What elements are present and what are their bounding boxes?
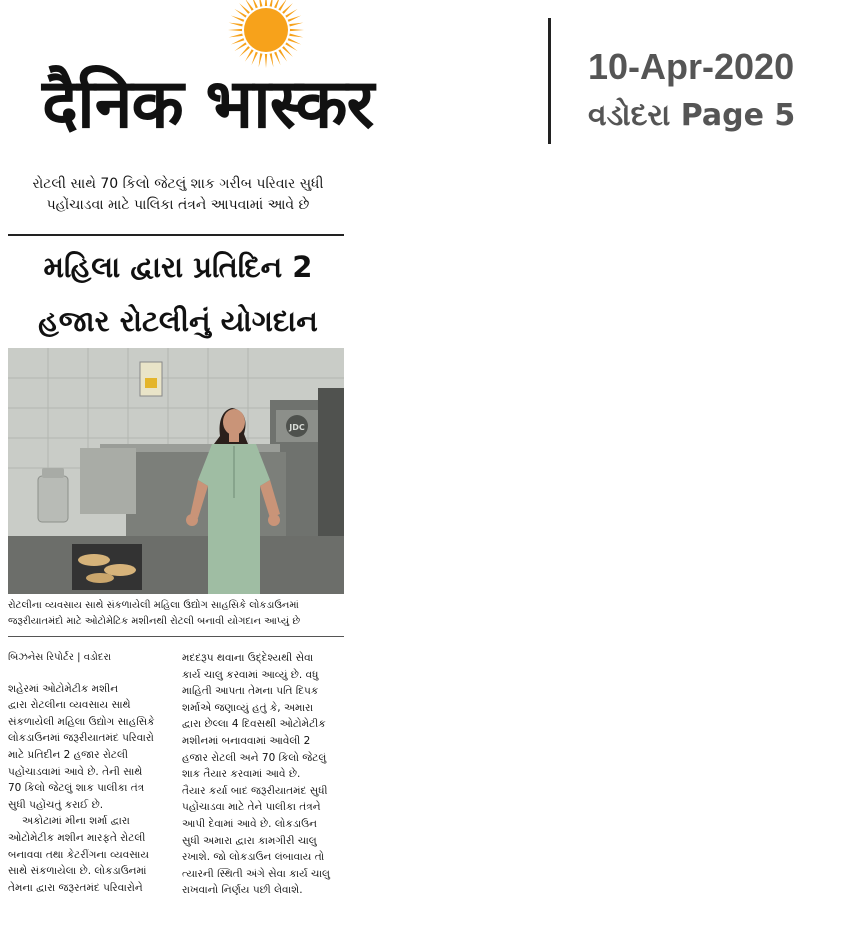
text-line: શાક તૈયાર કરવામાં આવે છે. (182, 768, 301, 781)
kicker-line: પહોંચાડવા માટે પાલિકા તંત્રને આપવામાં આવે છે (46, 197, 310, 213)
edition-date: 10-Apr-2020 (588, 46, 795, 87)
sun-ray (270, 0, 274, 7)
text-line: શહેરમાં ઓટોમેટીક મશીન (8, 682, 119, 695)
photo-caption (8, 598, 348, 630)
text-line: માહિતી આપતા તેમના પતિ દિપક (182, 685, 319, 698)
text-line: તેમના દ્વારા જરૂરતમંદ પરિવારોને (8, 881, 143, 894)
text-line: તૈયાર કર્યા બાદ જરૂરીયાતમંદ સુધી (182, 784, 328, 797)
paragraph (8, 813, 176, 896)
sun-ray (285, 9, 297, 18)
machine-label: JDC (289, 423, 305, 432)
headline-line: મહિલા દ્વારા પ્રતિદિન 2 (43, 250, 313, 284)
sun-ray (245, 49, 254, 61)
sun-ray (265, 0, 267, 6)
text-line: 70 કિલો જેટલું શાક પાલીકા તંત્ર (8, 782, 145, 795)
sun-ray (278, 49, 287, 61)
sun-ray (259, 0, 263, 7)
sun-ray (231, 15, 244, 21)
headline-line: હજાર રોટલીનું યોગદાન (38, 304, 318, 338)
text-line: બનાવવા તથા કેટરીંગના વ્યવસાય (8, 848, 149, 861)
sun-ray (288, 38, 301, 44)
text-line: શર્માએ જણાવ્યું હતું કે, અમારા (182, 701, 314, 714)
article-headline (8, 240, 348, 348)
text-line: ત્યારની સ્થિતી અંગે સેવા કાર્ય ચાલુ (182, 867, 330, 880)
text-line: દ્વારા છેલ્લા 4 દિવસથી ઓટોમેટીક (182, 718, 326, 731)
sun-ray (288, 15, 301, 21)
newspaper-logo: दैनिक भास्कर (42, 65, 374, 144)
paragraph (8, 681, 176, 814)
article-kicker (8, 174, 348, 216)
text-line: રાખવાનો નિર્ણય પછી લેવાશે. (182, 884, 303, 897)
text-line: મદદરૂપ થવાના ઉદ્દેશ્યથી સેવા (182, 652, 314, 664)
paragraph (182, 650, 350, 899)
caption-rule (8, 636, 344, 637)
text-line: લોકડાઉનમાં જરૂરીયાતમંદ પરિવારો (8, 732, 154, 745)
text-line: સુધી અમારા દ્વારા કામગીરી ચાલુ (182, 834, 317, 847)
text-line: મશીનમાં બનાવવામાં આવેલી 2 (182, 734, 311, 747)
sun-ray (234, 42, 246, 51)
text-line: રખાશે. જો લોકડાઉન લંબાવાય તો (182, 851, 325, 864)
article-column-right (182, 650, 350, 899)
kicker-line: રોટલી સાથે 70 કિલો જેટલું શાક ગરીબ પરિવાર સુધી (32, 176, 324, 192)
sun-ray (229, 34, 243, 38)
headline-rule (8, 234, 344, 236)
text-line: દ્વારા રોટલીના વ્યવસાય સાથે (8, 699, 131, 712)
text-line: પહોંચાડવા માટે તેને પાલીકા તંત્રને (182, 801, 321, 814)
sun-ray (282, 3, 293, 14)
text-line: ઓટોમેટીક મશીન મારફતે રોટલી (8, 831, 146, 844)
sun-ray (229, 23, 243, 27)
sun-ray (290, 29, 304, 31)
masthead (0, 0, 850, 160)
text-line: સંકળાયેલી મહિલા ઉદ્યોગ સાહસિકે (8, 715, 155, 728)
text-line: અકોટામાં મીના શર્મા દ્વારા (22, 815, 130, 828)
sun-ray (285, 42, 297, 51)
sun-ray (228, 29, 242, 31)
edition-page: વડોદરા Page 5 (588, 98, 796, 133)
sun-ray (289, 34, 303, 38)
text-line: પહોંચાડવામાં આવે છે. તેની સાથે (8, 765, 143, 778)
text-line: હજાર રોટલી અને 70 કિલો જેટલું (182, 751, 327, 764)
sun-ray (239, 3, 250, 14)
byline: બિઝનેસ રિપોર્ટર | વડોદરા (8, 652, 112, 663)
woman-in-kitchen-photo (8, 348, 344, 594)
sun-ray (234, 9, 246, 18)
text-line: સુધી પહોંચતું કરાઈ છે. (8, 798, 104, 811)
caption-line: જરૂરીયાતમંદો માટે ઓટોમેટિક મશીનથી રોટલી બનાવી યોગદાન આપ્યું છે (8, 616, 301, 627)
article (0, 160, 360, 930)
article-column-left (8, 650, 176, 896)
text-line: આપી દેવામાં આવે છે. લોકડાઉન (182, 817, 317, 830)
text-line: સાથે સંકળાયેલા છે. લોકડાઉનમાં (8, 865, 147, 878)
sun-ray (251, 0, 257, 8)
caption-line: રોટલીના વ્યવસાય સાથે સંકળાયેલી મહિલા ઉદ્યોગ સાહસિકે લોકડાઉનમાં (8, 600, 299, 611)
text-line: માટે પ્રતિદીન 2 હજાર રોટલી (8, 748, 128, 761)
sun-ray (289, 23, 303, 27)
sun-ray (239, 46, 250, 57)
sun-ray (231, 38, 244, 44)
sun-ray (274, 0, 280, 8)
sun-ray (282, 46, 293, 57)
text-line: કાર્ય ચાલુ કરવામાં આવ્યું છે. વધુ (182, 668, 319, 681)
masthead-divider (548, 18, 551, 144)
